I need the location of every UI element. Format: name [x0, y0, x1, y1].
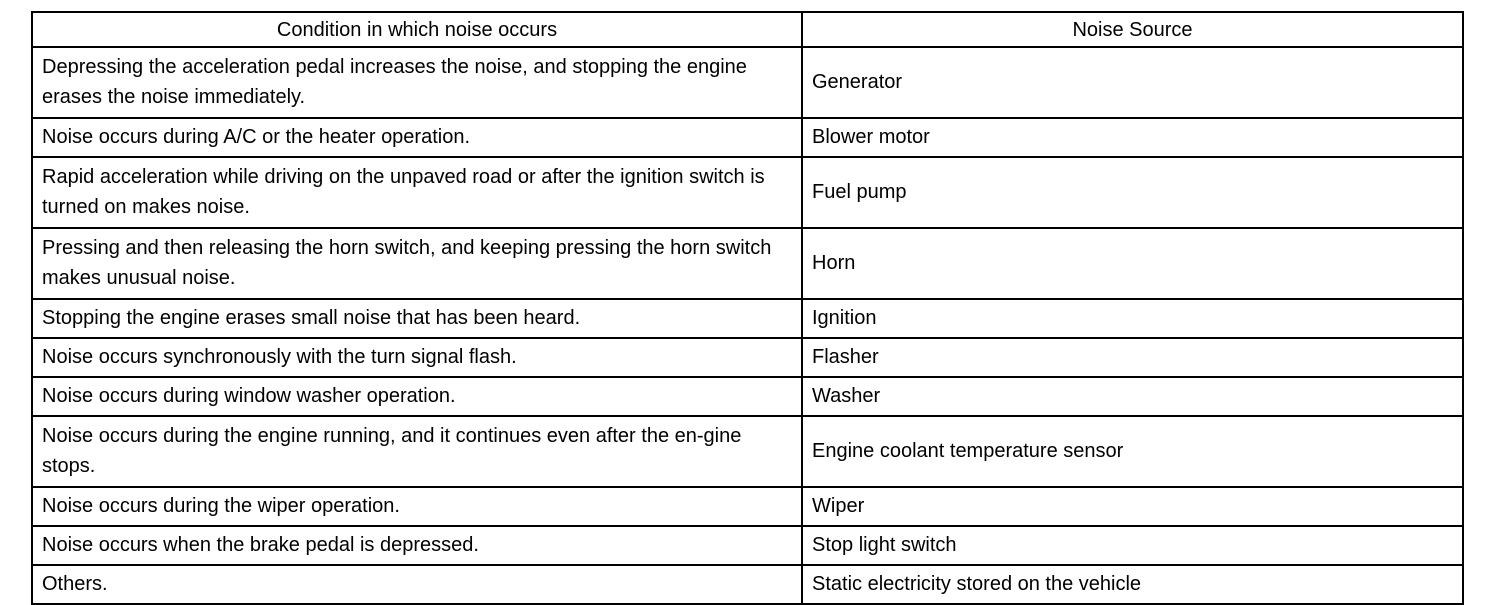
- table-row: [32, 157, 1463, 228]
- condition-cell: Pressing and then releasing the horn switch, and keeping pressing the horn switch makes unusual noise.: [32, 228, 802, 299]
- noise-source-cell: Ignition: [802, 299, 1463, 338]
- table-row: [32, 526, 1463, 565]
- table-header-row: [32, 12, 1463, 47]
- table-row: [32, 377, 1463, 416]
- table-body: [32, 47, 1463, 604]
- condition-cell: Noise occurs synchronously with the turn signal flash.: [32, 338, 802, 377]
- table-row: [32, 416, 1463, 487]
- table-row: [32, 487, 1463, 526]
- condition-cell: Rapid acceleration while driving on the unpaved road or after the ignition switch is turned on makes noise.: [32, 157, 802, 228]
- condition-cell: Noise occurs during the engine running, and it continues even after the en-gine stops.: [32, 416, 802, 487]
- table-row: [32, 299, 1463, 338]
- condition-cell: Others.: [32, 565, 802, 604]
- noise-source-cell: Generator: [802, 47, 1463, 118]
- noise-source-cell: Washer: [802, 377, 1463, 416]
- condition-cell: Depressing the acceleration pedal increases the noise, and stopping the engine erases the noise immediately.: [32, 47, 802, 118]
- condition-cell: Stopping the engine erases small noise that has been heard.: [32, 299, 802, 338]
- noise-source-cell: Stop light switch: [802, 526, 1463, 565]
- condition-cell: Noise occurs during A/C or the heater operation.: [32, 118, 802, 157]
- header-condition: Condition in which noise occurs: [32, 12, 802, 47]
- condition-cell: Noise occurs when the brake pedal is depressed.: [32, 526, 802, 565]
- table-row: [32, 565, 1463, 604]
- table-row: [32, 338, 1463, 377]
- noise-source-cell: Horn: [802, 228, 1463, 299]
- noise-source-cell: Static electricity stored on the vehicle: [802, 565, 1463, 604]
- table-row: [32, 118, 1463, 157]
- header-noise-source: Noise Source: [802, 12, 1463, 47]
- noise-source-cell: Blower motor: [802, 118, 1463, 157]
- noise-source-table: [31, 11, 1464, 605]
- noise-source-cell: Flasher: [802, 338, 1463, 377]
- condition-cell: Noise occurs during window washer operation.: [32, 377, 802, 416]
- table-row: [32, 47, 1463, 118]
- noise-source-cell: Engine coolant temperature sensor: [802, 416, 1463, 487]
- noise-source-cell: Wiper: [802, 487, 1463, 526]
- condition-cell: Noise occurs during the wiper operation.: [32, 487, 802, 526]
- table-row: [32, 228, 1463, 299]
- noise-source-cell: Fuel pump: [802, 157, 1463, 228]
